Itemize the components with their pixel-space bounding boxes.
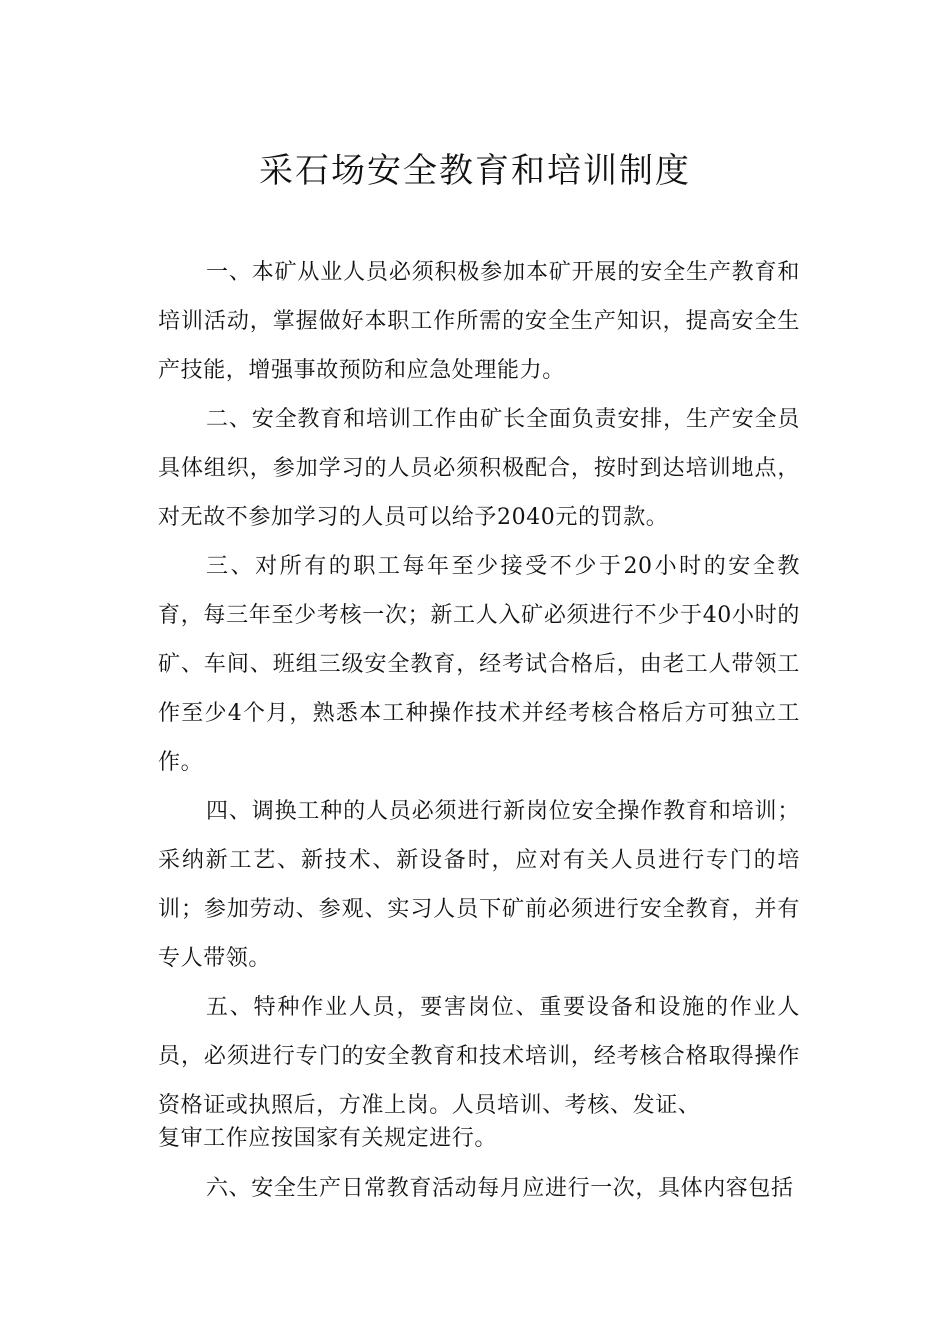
paragraph-3: 三、对所有的职工每年至少接受不少于20小时的安全教育，每三年至少考核一次；新工人入矿必须进行不少于40小时的矿、车间、班组三级安全教育，经考试合格后，由老工人带领工作至少4个月，熟悉本工种操作技术并经考核合格后方可独立工作。 [158, 554, 800, 775]
paragraph-5-continuation: 复审工作应按国家有关规定进行。 [158, 1126, 498, 1151]
document-title: 采石场安全教育和培训制度 [259, 151, 691, 191]
paragraph-5: 五、特种作业人员，要害岗位、重要设备和设施的作业人员，必须进行专门的安全教育和技术培训，经考核合格取得操作资格证或执照后，方准上岗。人员培训、考核、发证、 [158, 995, 800, 1118]
document-body [158, 248, 800, 1213]
paragraph-6: 六、安全生产日常教育活动每月应进行一次，具体内容包括 [206, 1176, 794, 1201]
paragraph-1: 一、本矿从业人员必须积极参加本矿开展的安全生产教育和培训活动，掌握做好本职工作所需的安全生产知识，提高安全生产技能，增强事故预防和应急处理能力。 [158, 260, 800, 383]
paragraph-2: 二、安全教育和培训工作由矿长全面负责安排，生产安全员具体组织，参加学习的人员必须积极配合，按时到达培训地点，对无故不参加学习的人员可以给予2040元的罚款。 [158, 407, 800, 530]
paragraph-4: 四、调换工种的人员必须进行新岗位安全操作教育和培训；采纳新工艺、新技术、新设备时，应对有关人员进行专门的培训；参加劳动、参观、实习人员下矿前必须进行安全教育，并有专人带领。 [158, 799, 800, 971]
